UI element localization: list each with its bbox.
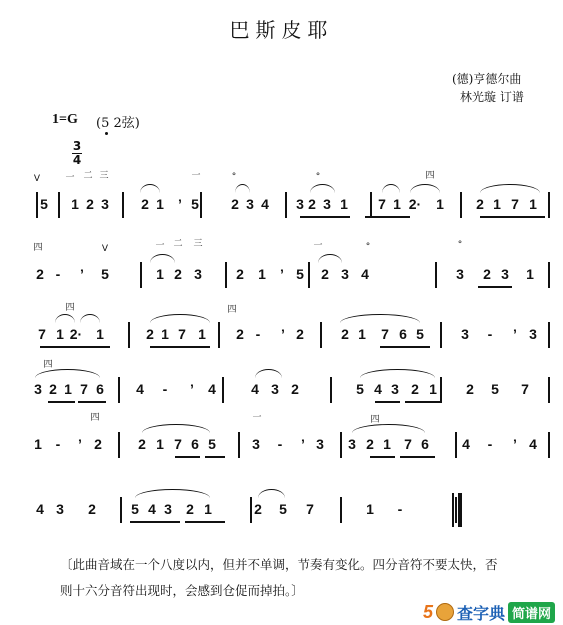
note: 6 [96, 381, 104, 397]
note: 2 [88, 501, 96, 517]
beam-underline [480, 216, 545, 218]
remark-line-1: 〔此曲音域在一个八度以内，但并不单调，节奏有变化。四分音符不要太快，否 [60, 557, 498, 572]
barline [120, 497, 122, 523]
note: 2 [186, 501, 194, 517]
barline [122, 192, 124, 218]
note: 1 [366, 501, 374, 517]
barline [440, 377, 442, 403]
beam-underline [78, 401, 106, 403]
note: 4 [208, 381, 216, 397]
breath-mark: ’ [80, 266, 84, 282]
note: 1 [156, 196, 164, 212]
note: 3 [341, 266, 349, 282]
note: 1 [436, 196, 444, 212]
note: 2 [466, 381, 474, 397]
note: 3 [101, 196, 109, 212]
time-signature [70, 140, 84, 167]
note: 5 [40, 196, 48, 212]
note: 3 [461, 326, 469, 342]
note: 3 [164, 501, 172, 517]
barline [330, 377, 332, 403]
fingering-mark: 一 [155, 241, 165, 251]
fingering-mark: V [33, 174, 41, 184]
mascot-icon [436, 603, 454, 621]
barline [140, 262, 142, 288]
note: - [277, 436, 283, 452]
breath-mark: ’ [280, 266, 284, 282]
watermark-brand: 查字典 [456, 603, 505, 623]
note: 1 [526, 266, 534, 282]
time-signature-top: 3 [72, 139, 82, 153]
slur [310, 184, 335, 193]
slur [150, 254, 175, 263]
note: 4 [374, 381, 382, 397]
note: 1 [156, 436, 164, 452]
fingering-mark: 一 [191, 171, 201, 181]
barline [200, 192, 202, 218]
note: 2 [231, 196, 239, 212]
note: 2 [476, 196, 484, 212]
score-row [0, 171, 563, 250]
barline [118, 432, 120, 458]
note: 2 [291, 381, 299, 397]
slur [258, 489, 285, 498]
beam-underline [185, 521, 225, 523]
beam-underline [175, 456, 200, 458]
note: 3 [529, 326, 537, 342]
note: 1 [340, 196, 348, 212]
fingering-mark: ° [457, 240, 463, 250]
slur [235, 184, 250, 193]
slur [382, 184, 400, 193]
note: 1 [529, 196, 537, 212]
note: - [487, 436, 493, 452]
note: 1 [258, 266, 266, 282]
note: 1 [161, 326, 169, 342]
fingering-mark: 四 [65, 303, 75, 313]
note: 6 [399, 326, 407, 342]
note: 5 [491, 381, 499, 397]
note: - [255, 326, 261, 342]
barline [548, 322, 550, 348]
note: 4 [136, 381, 144, 397]
note: - [55, 436, 61, 452]
note: 2 [36, 266, 44, 282]
note: 4 [529, 436, 537, 452]
note: 5 [101, 266, 109, 282]
score-row [0, 413, 563, 490]
note: 2 [236, 326, 244, 342]
breath-mark: ’ [513, 326, 517, 342]
barline [548, 432, 550, 458]
note: 2 [141, 196, 149, 212]
note: 3 [323, 196, 331, 212]
barline [370, 192, 372, 218]
beam-underline [300, 216, 350, 218]
beam-underline [150, 346, 210, 348]
song-title: 巴斯皮耶 [229, 18, 334, 42]
score-row [0, 495, 563, 555]
note: 2 [483, 266, 491, 282]
note: 2 [174, 266, 182, 282]
beam-underline [375, 216, 405, 218]
note: 2 [296, 326, 304, 342]
note: 3 [316, 436, 324, 452]
arranger-credit: 林光璇 订谱 [460, 90, 524, 104]
note: - [162, 381, 168, 397]
slur [140, 184, 160, 193]
barline [435, 262, 437, 288]
barline [340, 432, 342, 458]
barline [460, 192, 462, 218]
note: 1 [156, 266, 164, 282]
barline [440, 322, 442, 348]
note: 7 [404, 436, 412, 452]
note: 2 [308, 196, 316, 212]
note: 2 [411, 381, 419, 397]
note: 3 [391, 381, 399, 397]
note: 5 [296, 266, 304, 282]
score-row [0, 239, 563, 320]
breath-mark: ’ [301, 436, 305, 452]
beam-underline [370, 456, 395, 458]
note: 6 [191, 436, 199, 452]
slur [480, 184, 540, 193]
beam-underline [405, 401, 440, 403]
watermark-logo [423, 601, 555, 623]
note: 7 [178, 326, 186, 342]
barline [340, 497, 342, 523]
note: 5 [131, 501, 139, 517]
beam-underline [400, 456, 435, 458]
fingering-mark: 三 [193, 239, 203, 249]
fingering-mark: 一 [313, 241, 323, 251]
breath-mark: ’ [190, 381, 194, 397]
breath-mark: ’ [513, 436, 517, 452]
note: 3 [271, 381, 279, 397]
note: 2 [366, 436, 374, 452]
fingering-mark: 一 [252, 413, 262, 423]
note: 1 [358, 326, 366, 342]
fingering-mark: 二 [83, 171, 93, 181]
breath-mark: ’ [178, 196, 182, 212]
note: 1 [393, 196, 401, 212]
note: 3 [56, 501, 64, 517]
note: 7 [511, 196, 519, 212]
final-barline-thick [458, 493, 462, 527]
fingering-mark: 四 [425, 171, 435, 181]
note: - [397, 501, 403, 517]
final-barline-thin [452, 493, 454, 527]
note: 3 [501, 266, 509, 282]
note: 7 [174, 436, 182, 452]
note: 7 [521, 381, 529, 397]
note: 1 [493, 196, 501, 212]
time-signature-bottom: 4 [72, 153, 82, 167]
barline [218, 322, 220, 348]
note: 1 [96, 326, 104, 342]
slur [135, 489, 210, 498]
fingering-mark: ° [365, 242, 371, 252]
tuning-low-dot [105, 132, 108, 135]
note: 1 [383, 436, 391, 452]
note: 7 [306, 501, 314, 517]
barline [118, 377, 120, 403]
performance-remark [60, 552, 530, 604]
note: 5 [208, 436, 216, 452]
note: 1 [429, 381, 437, 397]
note: 1 [204, 501, 212, 517]
barline [285, 192, 287, 218]
fingering-mark: 四 [33, 243, 43, 253]
note: 2 [49, 381, 57, 397]
note: 7 [378, 196, 386, 212]
note: 2 [86, 196, 94, 212]
slur [318, 254, 342, 263]
note: 2 [341, 326, 349, 342]
barline [320, 322, 322, 348]
watermark-site: 简谱网 [508, 602, 555, 623]
barline [548, 262, 550, 288]
note: 1 [64, 381, 72, 397]
note: 1 [198, 326, 206, 342]
score-row [0, 360, 563, 435]
fingering-mark: 四 [370, 415, 380, 425]
breath-mark: ’ [281, 326, 285, 342]
beam-underline [205, 456, 225, 458]
barline [455, 497, 457, 523]
note: 4 [148, 501, 156, 517]
fingering-mark: 四 [227, 305, 237, 315]
note: 2 [94, 436, 102, 452]
fingering-mark: ° [231, 172, 237, 182]
note: 7 [38, 326, 46, 342]
note: 3 [252, 436, 260, 452]
barline [238, 432, 240, 458]
note: 3 [194, 266, 202, 282]
note: 1 [56, 326, 64, 342]
beam-underline [40, 346, 110, 348]
barline [250, 497, 252, 523]
fingering-mark: 三 [99, 171, 109, 181]
note: 3 [296, 196, 304, 212]
note: 5 [416, 326, 424, 342]
note: 1 [71, 196, 79, 212]
note: 5 [279, 501, 287, 517]
barline [225, 262, 227, 288]
note: - [487, 326, 493, 342]
barline [548, 377, 550, 403]
barline [58, 192, 60, 218]
string-tuning: (5 2弦) [96, 116, 140, 131]
note: 3 [456, 266, 464, 282]
note: 5 [191, 196, 199, 212]
breath-mark: ’ [78, 436, 82, 452]
barline [455, 432, 457, 458]
note: 3 [246, 196, 254, 212]
fingering-mark: V [101, 244, 109, 254]
note: 3 [34, 381, 42, 397]
note: 6 [421, 436, 429, 452]
fingering-mark: 四 [43, 360, 53, 370]
barline [308, 262, 310, 288]
fingering-mark: 二 [173, 239, 183, 249]
note: 2 [138, 436, 146, 452]
note: 7 [80, 381, 88, 397]
barline [128, 322, 130, 348]
note: 2· [69, 326, 83, 342]
note: 2 [146, 326, 154, 342]
note: 5 [356, 381, 364, 397]
note: - [55, 266, 61, 282]
fingering-mark: ° [315, 172, 321, 182]
remark-line-2: 则十六分音符出现时，会感到仓促而掉拍。〕 [60, 583, 304, 598]
beam-underline [130, 521, 180, 523]
fingering-mark: 一 [65, 173, 75, 183]
note: 2· [408, 196, 422, 212]
slur [410, 184, 440, 193]
note: 4 [36, 501, 44, 517]
barline [36, 192, 38, 218]
note: 2 [321, 266, 329, 282]
beam-underline [380, 346, 430, 348]
note: 4 [261, 196, 269, 212]
note: 4 [462, 436, 470, 452]
barline [222, 377, 224, 403]
note: 2 [254, 501, 262, 517]
watermark-number: 5 [422, 601, 433, 622]
note: 4 [361, 266, 369, 282]
note: 7 [381, 326, 389, 342]
note: 4 [251, 381, 259, 397]
note: 3 [348, 436, 356, 452]
fingering-mark: 四 [90, 413, 100, 423]
beam-underline [48, 401, 75, 403]
beam-underline [375, 401, 400, 403]
note: 1 [34, 436, 42, 452]
barline [548, 192, 550, 218]
beam-underline [478, 286, 512, 288]
composer-credit: (德)亨德尔曲 [452, 72, 522, 86]
note: 2 [236, 266, 244, 282]
key-signature: 1=G [52, 112, 78, 127]
